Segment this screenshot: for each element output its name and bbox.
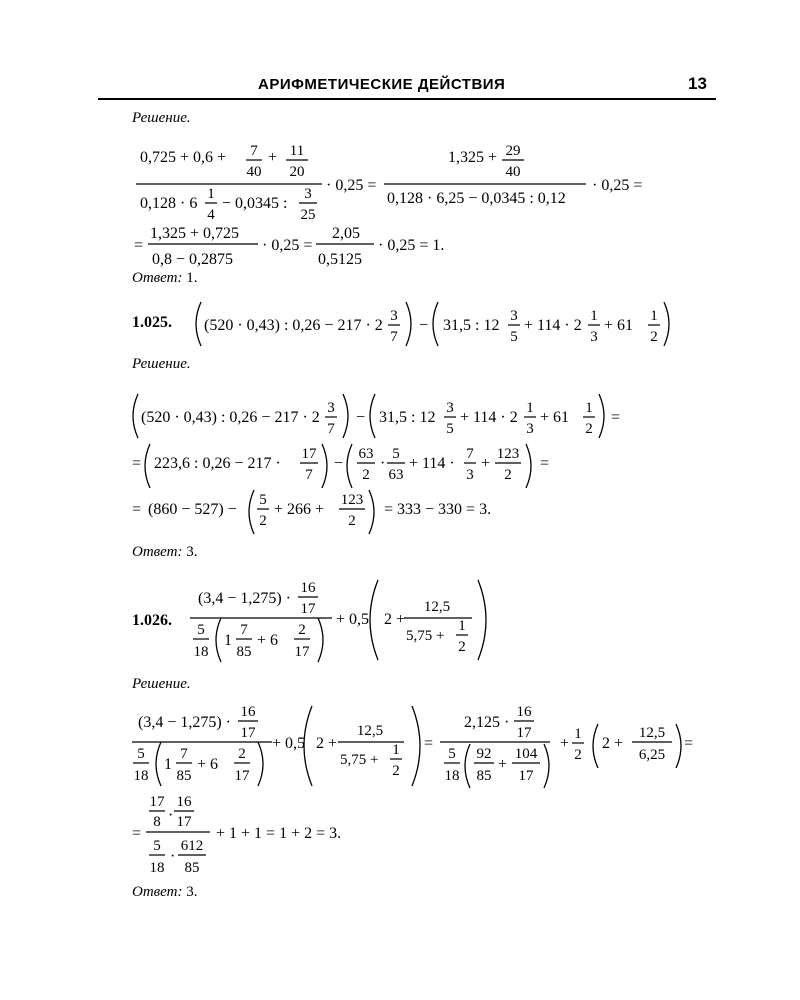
svg-text:(520 · 0,43) : 0,26 − 217 · 2: (520 · 0,43) : 0,26 − 217 · 2 — [204, 317, 383, 334]
svg-text:85: 85 — [236, 644, 252, 660]
b1-frac: 25 — [300, 207, 316, 223]
svg-text:92: 92 — [476, 746, 492, 762]
problem-number: 1.025. — [132, 314, 172, 331]
svg-text:2: 2 — [585, 421, 593, 437]
svg-text:2: 2 — [362, 467, 370, 483]
svg-text:16: 16 — [240, 704, 256, 720]
svg-text:5: 5 — [197, 622, 205, 638]
svg-text:16: 16 — [300, 580, 316, 596]
svg-text:1: 1 — [650, 308, 658, 324]
svg-text:+ 6: + 6 — [197, 756, 219, 773]
answer-label: Ответ: 3. — [132, 884, 198, 900]
svg-text:0,5125: 0,5125 — [318, 251, 362, 268]
svg-text:(520 · 0,43) : 0,26 − 217 · 2: (520 · 0,43) : 0,26 − 217 · 2 — [141, 409, 320, 426]
svg-text:18: 18 — [444, 768, 460, 784]
svg-text:7: 7 — [305, 467, 313, 483]
svg-text:2 +: 2 + — [384, 611, 406, 628]
b1-frac: 29 — [505, 143, 521, 159]
svg-text:5,75 +: 5,75 + — [406, 628, 445, 644]
svg-text:·: · — [380, 455, 386, 472]
svg-text:2: 2 — [348, 513, 356, 529]
svg-text:=: = — [132, 501, 142, 518]
svg-text:17: 17 — [300, 601, 316, 617]
svg-text:2 +: 2 + — [316, 735, 338, 752]
b1-num-part: + — [268, 149, 278, 166]
problem-number: 1.026. — [132, 612, 172, 629]
svg-text:+ 266 +: + 266 + — [274, 501, 325, 518]
b1-frac: 40 — [505, 164, 521, 180]
svg-text:63: 63 — [358, 446, 374, 462]
svg-text:2: 2 — [238, 746, 246, 762]
svg-text:63: 63 — [388, 467, 404, 483]
svg-text:−: − — [419, 317, 429, 334]
svg-text:+ 114 · 2: + 114 · 2 — [524, 317, 582, 334]
svg-text:−: − — [356, 409, 366, 426]
b1-mult: · 0,25 = — [592, 177, 643, 194]
svg-text:7: 7 — [327, 421, 335, 437]
svg-text:31,5 : 12: 31,5 : 12 — [379, 409, 436, 426]
svg-text:+ 0,5: + 0,5 — [336, 611, 370, 628]
svg-text:(860 − 527) −: (860 − 527) − — [148, 501, 237, 518]
svg-text:2: 2 — [574, 747, 582, 763]
svg-text:5: 5 — [259, 492, 267, 508]
svg-text:17: 17 — [301, 446, 317, 462]
svg-text:3: 3 — [327, 400, 335, 416]
svg-text:3: 3 — [526, 421, 534, 437]
svg-text:12,5: 12,5 — [423, 599, 451, 615]
svg-text:1: 1 — [164, 756, 172, 773]
svg-text:18: 18 — [149, 860, 165, 876]
svg-text:5: 5 — [448, 746, 456, 762]
svg-text:17: 17 — [240, 725, 256, 741]
svg-text:17: 17 — [518, 768, 534, 784]
svg-text:612: 612 — [180, 838, 204, 854]
answer-value: 3. — [186, 884, 198, 900]
svg-text:+ 1 + 1 = 1 + 2 = 3.: + 1 + 1 = 1 + 2 = 3. — [216, 825, 342, 842]
solution-label: Решение. — [132, 356, 191, 372]
page-number: 13 — [688, 74, 707, 93]
b1-den-part: 0,8 − 0,2875 — [152, 251, 234, 268]
svg-text:−: − — [334, 455, 344, 472]
svg-text:5: 5 — [510, 329, 518, 345]
svg-text:3: 3 — [390, 308, 398, 324]
svg-text:2: 2 — [504, 467, 512, 483]
svg-text:3: 3 — [466, 467, 474, 483]
b1-frac: 4 — [207, 207, 215, 223]
svg-text:223,6 : 0,26 − 217 ·: 223,6 : 0,26 − 217 · — [154, 455, 281, 472]
svg-text:·: · — [168, 807, 174, 824]
svg-text:3: 3 — [446, 400, 454, 416]
svg-text:·: · — [170, 848, 176, 865]
b1-frac: 11 — [289, 143, 305, 159]
svg-text:1: 1 — [392, 742, 400, 758]
svg-text:+ 61: + 61 — [604, 317, 634, 334]
b1-frac: 7 — [250, 143, 258, 159]
svg-text:(3,4 − 1,275) ·: (3,4 − 1,275) · — [198, 590, 292, 607]
svg-text:+ 114 ·: + 114 · — [409, 455, 455, 472]
svg-text:1: 1 — [458, 618, 466, 634]
svg-text:104: 104 — [514, 746, 538, 762]
svg-text:+: + — [481, 455, 491, 472]
svg-text:7: 7 — [240, 622, 248, 638]
svg-text:+ 61: + 61 — [540, 409, 570, 426]
b1-den-part: − 0,0345 : — [222, 195, 288, 212]
svg-text:85: 85 — [176, 768, 192, 784]
answer-value: 3. — [186, 544, 198, 560]
svg-text:=: = — [684, 735, 694, 752]
svg-text:+ 6: + 6 — [257, 632, 279, 649]
svg-text:+: + — [560, 735, 570, 752]
b1-num-part: 1,325 + — [448, 149, 498, 166]
svg-text:16: 16 — [176, 794, 192, 810]
svg-text:=: = — [540, 455, 550, 472]
svg-text:=: = — [132, 825, 142, 842]
svg-text:5: 5 — [392, 446, 400, 462]
svg-text:2,125 ·: 2,125 · — [464, 714, 510, 731]
solution-label: Решение. — [132, 110, 191, 126]
svg-text:7: 7 — [180, 746, 188, 762]
svg-text:12,5: 12,5 — [638, 725, 666, 741]
svg-text:17: 17 — [176, 814, 192, 830]
svg-text:+ 0,5: + 0,5 — [272, 735, 306, 752]
svg-text:2: 2 — [650, 329, 658, 345]
svg-text:3: 3 — [590, 329, 598, 345]
svg-text:12,5: 12,5 — [356, 723, 384, 739]
svg-text:5: 5 — [446, 421, 454, 437]
svg-text:85: 85 — [476, 768, 492, 784]
svg-text:1: 1 — [585, 400, 593, 416]
running-header-title: АРИФМЕТИЧЕСКИЕ ДЕЙСТВИЯ — [258, 76, 506, 93]
svg-text:7: 7 — [390, 329, 398, 345]
svg-text:17: 17 — [234, 768, 250, 784]
svg-text:2: 2 — [298, 622, 306, 638]
b1-den-part: 0,128 · 6,25 − 0,0345 : 0,12 — [387, 190, 566, 207]
svg-text:2 +: 2 + — [602, 735, 624, 752]
b1-frac: 3 — [304, 186, 312, 202]
svg-text:1: 1 — [224, 632, 232, 649]
svg-text:123: 123 — [496, 446, 520, 462]
b1-mult: · 0,25 = — [326, 177, 377, 194]
b1-frac: 20 — [289, 164, 305, 180]
svg-text:5,75 +: 5,75 + — [340, 752, 379, 768]
svg-text:2: 2 — [458, 639, 466, 655]
answer-value: 1. — [186, 270, 198, 286]
svg-text:1: 1 — [574, 726, 582, 742]
svg-text:3: 3 — [510, 308, 518, 324]
b1-frac: 40 — [246, 164, 262, 180]
svg-text:2: 2 — [259, 513, 267, 529]
svg-text:=: = — [134, 237, 144, 254]
svg-text:17: 17 — [294, 644, 310, 660]
svg-text:1: 1 — [526, 400, 534, 416]
svg-text:8: 8 — [153, 814, 161, 830]
answer-label: Ответ: 1. — [132, 270, 198, 286]
solution-label: Решение. — [132, 676, 191, 692]
svg-text:17: 17 — [516, 725, 532, 741]
svg-text:· 0,25 = 1.: · 0,25 = 1. — [378, 237, 445, 254]
svg-text:2: 2 — [392, 763, 400, 779]
b1-num-part: 0,725 + 0,6 + — [140, 149, 227, 166]
svg-text:31,5 : 12: 31,5 : 12 — [443, 317, 500, 334]
svg-text:+ 114 · 2: + 114 · 2 — [460, 409, 518, 426]
svg-text:5: 5 — [153, 838, 161, 854]
svg-text:18: 18 — [193, 644, 209, 660]
svg-text:= 333 − 330 = 3.: = 333 − 330 = 3. — [384, 501, 492, 518]
svg-text:=: = — [611, 409, 621, 426]
svg-text:2,05: 2,05 — [332, 225, 360, 242]
svg-text:(3,4 − 1,275) ·: (3,4 − 1,275) · — [138, 714, 232, 731]
svg-text:17: 17 — [149, 794, 165, 810]
b1-frac: 1 — [207, 186, 215, 202]
svg-text:1: 1 — [590, 308, 598, 324]
svg-text:· 0,25 =: · 0,25 = — [262, 237, 313, 254]
svg-text:7: 7 — [466, 446, 474, 462]
b1-den-part: 0,128 · 6 — [140, 195, 198, 212]
b1-num-part: 1,325 + 0,725 — [150, 225, 240, 242]
svg-text:5: 5 — [137, 746, 145, 762]
svg-text:18: 18 — [133, 768, 149, 784]
svg-text:85: 85 — [184, 860, 200, 876]
svg-text:=: = — [424, 735, 434, 752]
svg-text:+: + — [498, 756, 508, 773]
svg-text:123: 123 — [340, 492, 364, 508]
svg-text:=: = — [132, 455, 142, 472]
answer-label: Ответ: 3. — [132, 544, 198, 560]
svg-text:6,25: 6,25 — [638, 747, 666, 763]
svg-text:16: 16 — [516, 704, 532, 720]
